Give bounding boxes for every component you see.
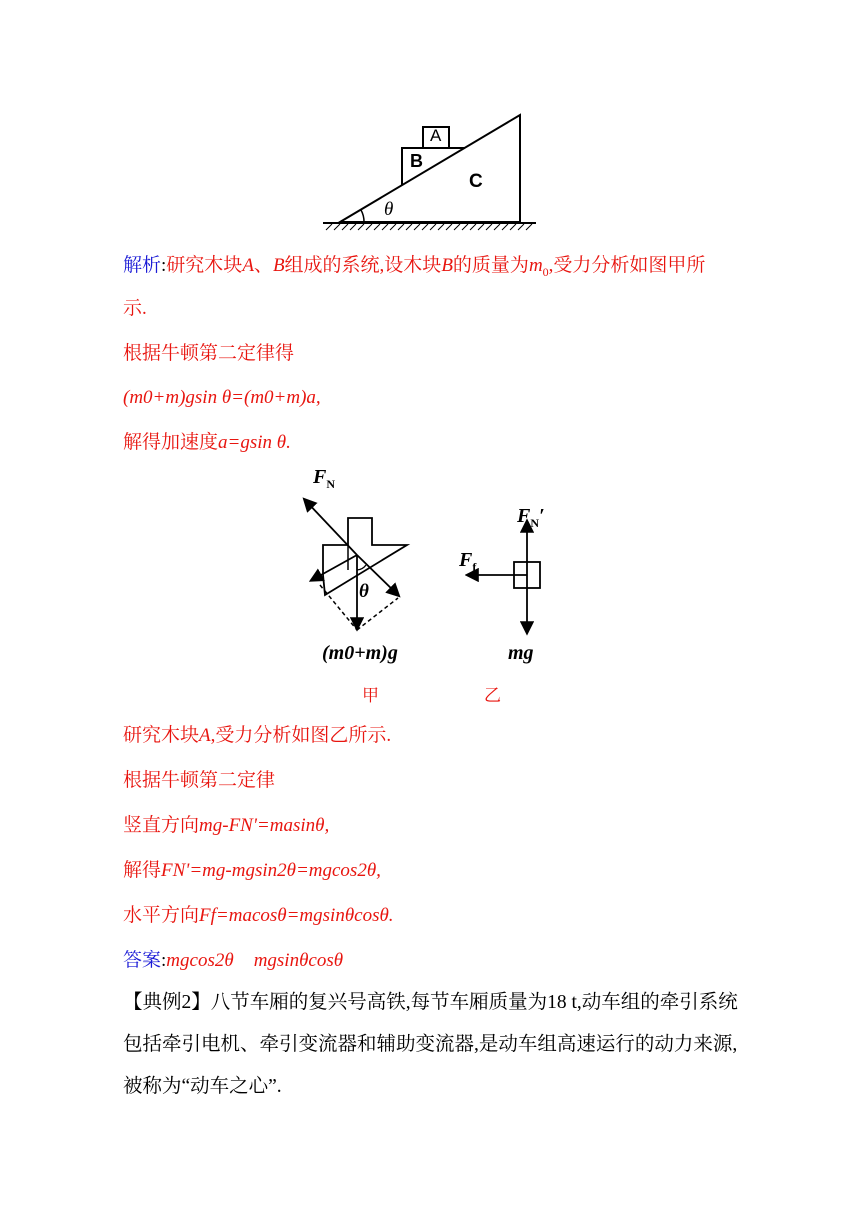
answer-line — [123, 948, 343, 973]
line-d-prefix: 解得 — [123, 860, 162, 881]
label-fn-jia — [313, 466, 335, 492]
label-ff — [459, 549, 476, 575]
answer-value-2: mgsinθcosθ — [253, 950, 344, 971]
fn-prime-mark: ′ — [539, 505, 545, 527]
comma-sep: 、 — [253, 255, 273, 276]
example-2-text: 八节车厢的复兴号高铁,每节车厢质量为18 t,动车组的牵引系统包括牵引电机、牵引变流器和辅助变流器,是动车组高速运行的动力来源,被称为“动车之心”. — [123, 992, 738, 1097]
caption-yi: 乙 — [484, 686, 501, 706]
answer-value-1: mgcos2θ — [166, 950, 234, 971]
equation-2-prefix: 解得加速度 — [123, 432, 219, 453]
label-weight-jia: (m0+m)g — [322, 642, 398, 664]
solution-line-b: 根据牛顿第二定律 — [123, 770, 276, 791]
solution-line-2: 示. — [123, 298, 147, 319]
line-c-eq: mg-FN'=masinθ, — [199, 815, 330, 836]
label-theta-top: θ — [384, 199, 394, 220]
solution-line-e — [123, 904, 394, 928]
fn-letter-yi: F — [517, 505, 531, 527]
answer-label: 答案 — [123, 949, 162, 971]
solution-line-a — [123, 724, 391, 748]
arrow-fn — [305, 500, 357, 555]
label-c: C — [469, 171, 483, 192]
block-a-ref: A — [242, 255, 254, 276]
line-a-block: A — [199, 725, 211, 746]
label-b: B — [410, 151, 423, 171]
example-2-title: 【典例2】 — [123, 992, 211, 1013]
solution-text-4: ,受力分析如图甲所 — [548, 255, 706, 276]
label-a: A — [430, 126, 442, 145]
arrow-counter — [312, 555, 357, 580]
solution-heading: 解析 — [123, 254, 162, 276]
equation-2: a=gsin θ. — [218, 432, 291, 453]
label-mg-yi: mg — [508, 642, 534, 664]
answer-colon: : — [161, 950, 167, 971]
mass-m0-sub: 0 — [542, 264, 549, 279]
solution-line-c — [123, 814, 329, 838]
ff-letter: F — [459, 549, 473, 571]
solution-line-d — [123, 859, 381, 883]
fn-sub-jia: N — [326, 477, 336, 491]
solution-text-3: 的质量为 — [452, 255, 529, 276]
line-a-text-2: ,受力分析如图乙所示. — [210, 725, 392, 746]
theta-arc-jia — [357, 565, 366, 570]
label-theta-jia: θ — [359, 581, 369, 602]
line-d-eq: FN'=mg-mgsin2θ=mgcos2θ, — [161, 860, 381, 881]
solution-text-2: 组成的系统,设木块 — [284, 255, 442, 276]
solution-line-3: 根据牛顿第二定律得 — [123, 343, 295, 364]
force-diagram-yi — [465, 510, 565, 640]
label-fn-prime — [517, 505, 545, 531]
line-c-prefix: 竖直方向 — [123, 815, 200, 836]
fn-sub-yi: N — [530, 516, 540, 530]
line-e-eq: Ff=macosθ=mgsinθcosθ. — [199, 905, 394, 926]
solution-line-1 — [123, 253, 705, 284]
caption-jia: 甲 — [362, 686, 379, 706]
ff-sub: f — [472, 560, 477, 574]
fn-letter-jia: F — [313, 466, 327, 488]
ground-hatching — [326, 224, 532, 230]
equation-1: (m0+m)gsin θ=(m0+m)a, — [123, 387, 321, 408]
equation-2-line — [123, 431, 291, 455]
heading-colon: : — [161, 255, 167, 276]
line-e-prefix: 水平方向 — [123, 905, 200, 926]
block-b-ref-2: B — [441, 255, 453, 276]
angle-arc — [361, 210, 364, 222]
force-diagram-jia — [290, 470, 430, 645]
line-a-text-1: 研究木块 — [123, 725, 200, 746]
example-2-paragraph — [123, 982, 743, 1108]
solution-text-1: 研究木块 — [166, 255, 243, 276]
mass-m0: m — [528, 255, 543, 276]
block-b-ref: B — [272, 255, 285, 276]
dashed-line-1 — [320, 585, 357, 630]
